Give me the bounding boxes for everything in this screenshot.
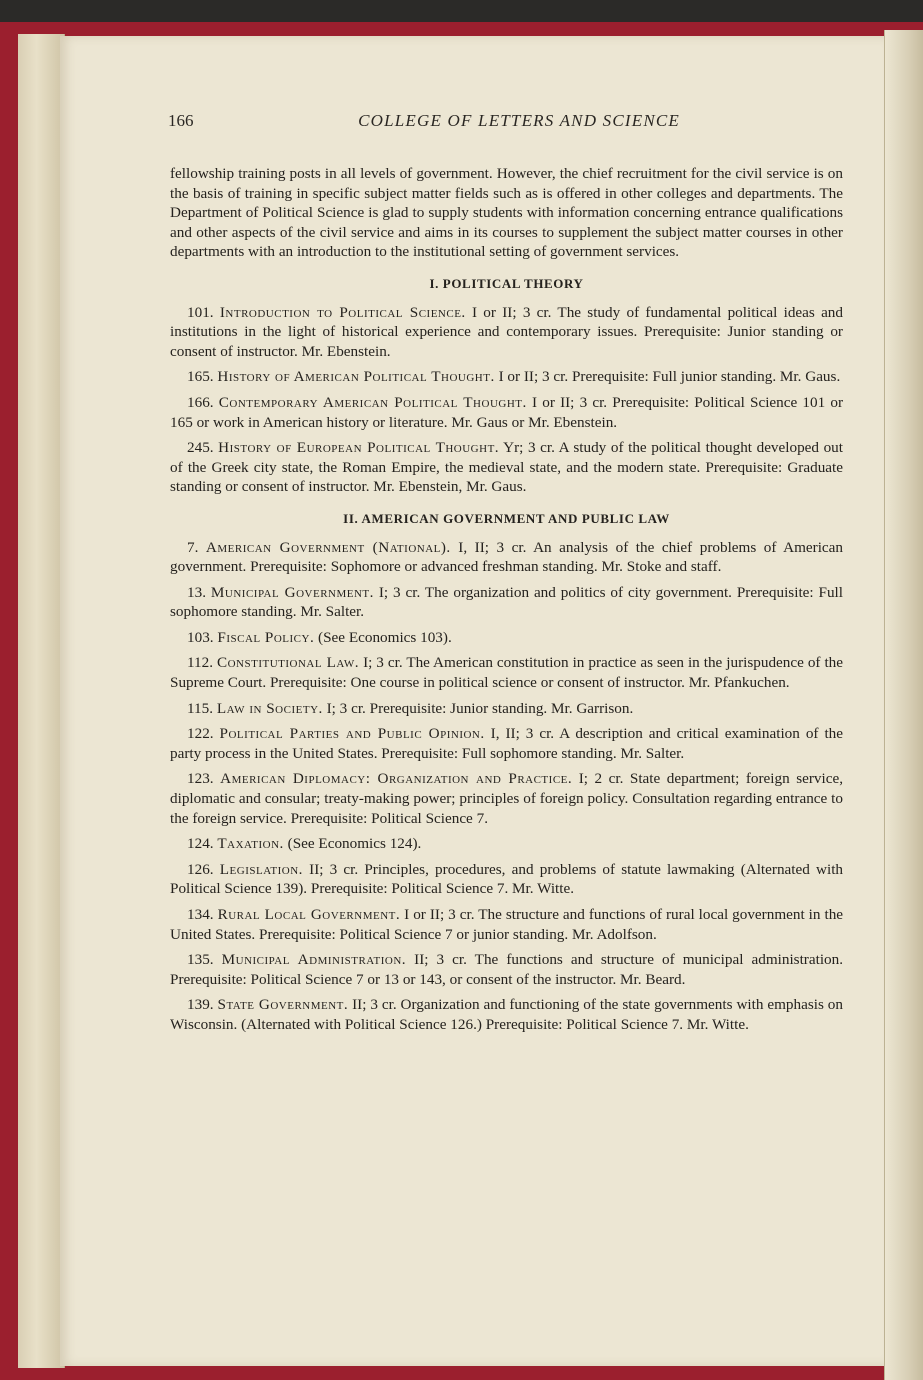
course-description: I; 3 cr. The organization and politics of city government. Prerequisite: Full sophomore standing. Mr. Salter. <box>170 583 843 621</box>
course-description: I or II; 3 cr. The structure and functions of rural local government in the United States. Prerequisite: Political Science 7 or junior standing. Mr. Adolfson. <box>170 906 844 943</box>
course-number: 139. <box>187 996 214 1014</box>
course-title: Introduction to Political Science. <box>219 303 466 321</box>
course-number: 126. <box>187 860 214 878</box>
course-title: Contemporary American Political Thought. <box>218 393 527 411</box>
course-entry <box>170 905 843 944</box>
course-entry <box>170 769 843 828</box>
course-title: Constitutional Law. <box>216 654 360 672</box>
course-entry <box>170 834 843 854</box>
course-description: I or II; 3 cr. The study of fundamental political ideas and institutions in the light of historical experience and contemporary issues. Prerequisite: Junior standing or consent of instructor. Mr. Ebenstein. <box>170 303 843 360</box>
course-entry <box>170 583 843 622</box>
course-title: History of American Political Thought. <box>217 368 495 386</box>
page-body <box>170 164 843 1041</box>
course-title: American Government (National). <box>205 538 451 556</box>
course-entry <box>170 860 843 899</box>
course-description: II; 3 cr. The functions and structure of municipal administration. Prerequisite: Political Science 7 or 13 or 143, or consent of the instructor. Mr. Beard. <box>170 951 844 988</box>
section-heading: II. AMERICAN GOVERNMENT AND PUBLIC LAW <box>343 510 670 526</box>
course-title: Legislation. <box>219 860 303 878</box>
course-entry <box>170 628 843 648</box>
course-description: I or II; 3 cr. Prerequisite: Full junior standing. Mr. Gaus. <box>498 368 841 386</box>
course-description: I, II; 3 cr. An analysis of the chief problems of American government. Prerequisite: Sophomore or advanced freshman standing. Mr. Stoke and staff. <box>170 538 844 576</box>
course-entry <box>170 303 843 362</box>
course-title: State Government. <box>217 996 349 1014</box>
course-number: 166. <box>187 393 214 411</box>
course-title: Taxation. <box>217 835 284 853</box>
course-entry <box>170 438 843 497</box>
course-title: American Diplomacy: Organization and Practice. <box>220 770 573 788</box>
course-description: I; 3 cr. Prerequisite: Junior standing. Mr. Garrison. <box>326 699 634 717</box>
course-number: 103. <box>187 628 214 646</box>
course-number: 122. <box>187 725 214 743</box>
course-number: 13. <box>187 583 206 601</box>
course-title: Political Parties and Public Opinion. <box>219 725 485 743</box>
left-page-stack <box>18 34 65 1368</box>
course-number: 7. <box>187 538 199 556</box>
course-title: Municipal Administration. <box>221 951 407 969</box>
course-entry <box>170 724 843 763</box>
page-number: 166 <box>168 111 194 130</box>
course-number: 101. <box>187 303 214 321</box>
course-number: 112. <box>187 654 214 672</box>
course-description: (See Economics 103). <box>318 628 452 646</box>
course-number: 165. <box>187 368 214 386</box>
course-description: Yr; 3 cr. A study of the political thought developed out of the Greek city state, the Roman Empire, the medieval state, and the modern state. Prerequisite: Graduate standing or consent of instructor. Mr. Ebenstein, Mr. Gaus. <box>170 439 844 496</box>
course-description: I or II; 3 cr. Prerequisite: Political Science 101 or 165 or work in American history or literature. Mr. Gaus or Mr. Ebenstein. <box>170 393 844 431</box>
course-entry <box>170 699 843 719</box>
running-title: COLLEGE OF LETTERS AND SCIENCE <box>358 111 680 130</box>
right-page-edge <box>884 30 923 1380</box>
intro-paragraph: fellowship training posts in all levels of government. However, the chief recruitment for the civil service is on the basis of training in specific subject matter fields such as is offered in other colleges and departments. The Department of Political Science is glad to supply students with information concerning entrance qualifications and other aspects of the civil service and aims in its courses to supplement the subject matter courses in other departments with an introduction to the institutional setting of government services. <box>170 165 843 261</box>
course-entry <box>170 653 843 692</box>
course-description: I; 3 cr. The American constitution in practice as seen in the jurispudence of the Supreme Court. Prerequisite: One course in political science or consent of instructor. Mr. Pfankuchen. <box>170 654 843 692</box>
course-description: I, II; 3 cr. A description and critical examination of the party process in the United States. Prerequisite: Full sophomore standing. Mr. Salter. <box>170 725 844 762</box>
course-number: 123. <box>187 770 214 788</box>
course-number: 135. <box>187 951 214 969</box>
course-description: I; 2 cr. State department; foreign service, diplomatic and consular; treaty-making power; principles of foreign policy. Consultation regarding entrance to the foreign service. Prerequisite: Political Science 7. <box>170 770 844 827</box>
course-description: II; 3 cr. Principles, procedures, and problems of statute lawmaking (Alternated with Political Science 139). Prerequisite: Political Science 7. Mr. Witte. <box>170 860 844 898</box>
course-description: II; 3 cr. Organization and functioning of the state governments with emphasis on Wisconsin. (Alternated with Political Science 126.) Prerequisite: Political Science 7. Mr. Witte. <box>170 996 843 1033</box>
course-entry <box>170 367 843 387</box>
course-sections <box>170 274 843 1035</box>
course-description: (See Economics 124). <box>287 835 422 853</box>
course-entry <box>170 538 843 577</box>
course-number: 134. <box>187 906 214 923</box>
course-title: Municipal Government. <box>210 583 374 601</box>
course-number: 245. <box>187 439 214 457</box>
course-number: 124. <box>187 835 214 853</box>
course-entry <box>170 393 843 432</box>
course-title: Rural Local Government. <box>217 906 401 923</box>
course-title: Fiscal Policy. <box>217 628 315 646</box>
section-heading: I. POLITICAL THEORY <box>429 275 584 291</box>
page-header <box>168 111 680 135</box>
course-number: 115. <box>187 699 214 717</box>
course-entry <box>170 995 843 1034</box>
course-title: History of European Political Thought. <box>218 439 500 457</box>
course-title: Law in Society. <box>216 699 323 717</box>
course-entry <box>170 950 843 989</box>
